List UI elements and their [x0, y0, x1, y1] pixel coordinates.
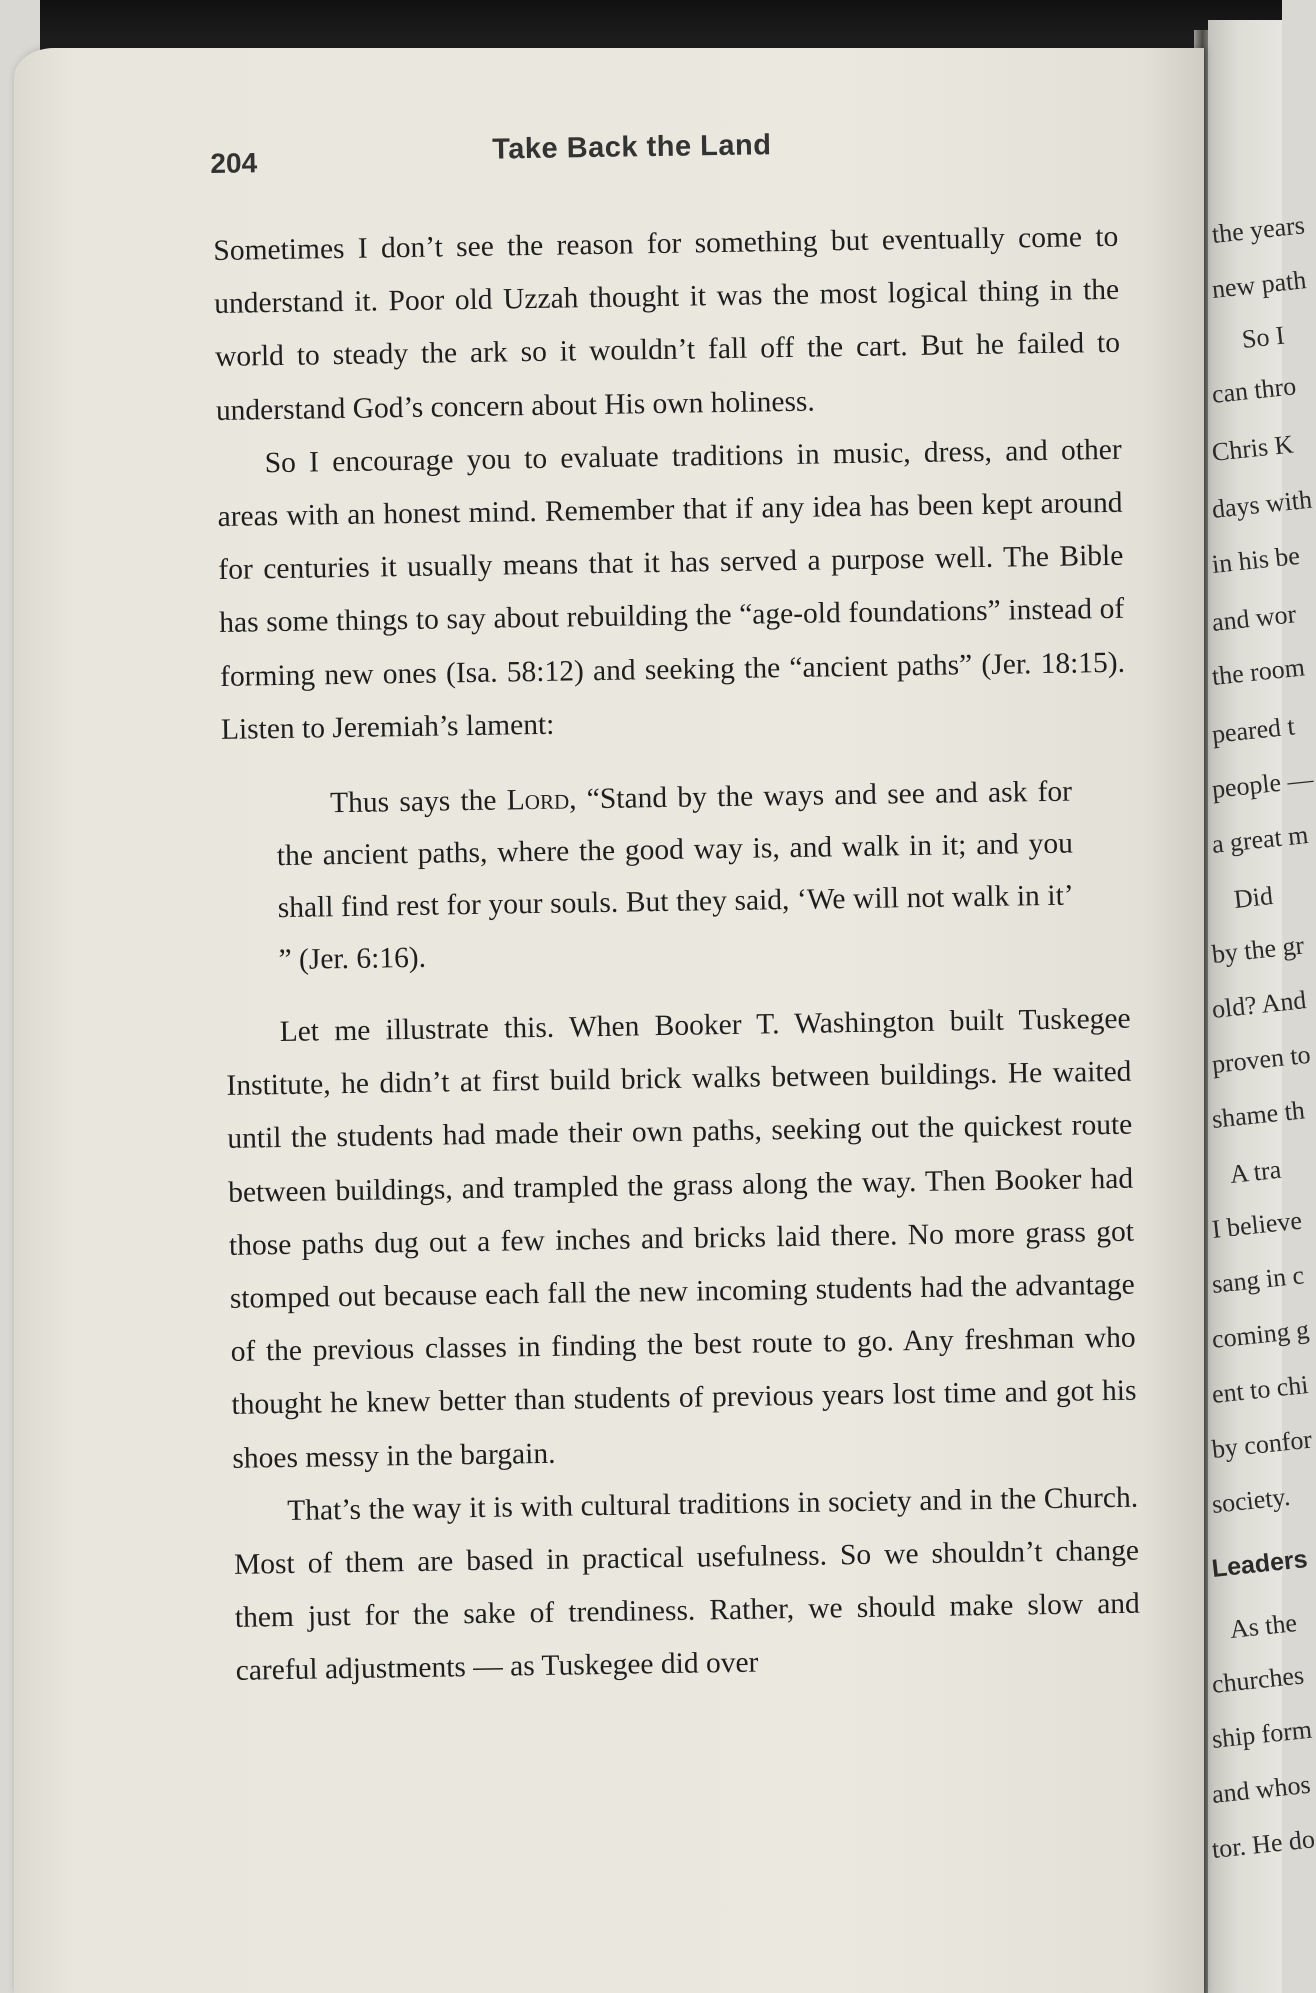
next-page-line: the room [1210, 652, 1307, 691]
body-text [213, 211, 1141, 1699]
next-page-line: a great m [1210, 819, 1310, 859]
next-page-line: I believe [1210, 1205, 1304, 1244]
next-page-line: can thro [1210, 371, 1298, 409]
quote-text: Thus says the [329, 784, 508, 820]
page-number: 204 [210, 147, 258, 179]
quote-text: , “Stand by the ways and see and ask for the ancient paths, where the good way is, and walk in it; and you shall find rest for your souls. But they said, ‘We will not walk in it’ ” (Jer. 6:16). [276, 775, 1074, 977]
next-page-line: the years [1210, 210, 1307, 249]
next-page-line: by the gr [1210, 930, 1306, 969]
quote-lord: Lord [506, 783, 570, 817]
next-page-edge [1208, 20, 1316, 1993]
next-page-line: shame th [1210, 1095, 1307, 1134]
paragraph: That’s the way it is with cultural traditions in society and in the Church. Most of them are based in practical usefulness. So we shouldn’t change them just for the sake of trendiness. Rather, we should make slow and careful adjustments — as Tuskegee did over [233, 1481, 1141, 1688]
next-page-line: people — [1210, 764, 1315, 804]
next-page-line: new path [1210, 265, 1308, 304]
next-page-line: days with [1210, 484, 1314, 524]
next-page-line: coming g [1210, 1314, 1311, 1354]
next-page-line: So I [1240, 320, 1286, 354]
next-page-line: Chris K [1210, 429, 1295, 467]
next-page-line: society. [1210, 1481, 1292, 1519]
next-page-line: ent to chi [1210, 1369, 1310, 1409]
next-page-line: by confor [1210, 1424, 1314, 1464]
paragraph: Sometimes I don’t see the reason for something but eventually come to understand it. Poor old Uzzah thought it was the most logical thing in the world to steady the ark so it wouldn’t fall off the cart. But he failed to understand God’s concern about His own holiness. [213, 220, 1121, 427]
next-page-line: peared t [1210, 711, 1297, 749]
next-page-line: A tra [1228, 1154, 1283, 1189]
next-page-line: Did [1232, 881, 1275, 914]
paragraph: So I encourage you to evaluate traditions in music, dress, and other areas with an honest mind. Remember that if any idea has been kept around for centuries it usually means that it has served a purpose well. The Bible has some things to say about rebuilding the “age-old foundations” instead of forming new ones (Isa. 58:12) and seeking the “ancient paths” (Jer. 18:15). Listen to Jeremiah’s lament: [217, 433, 1126, 746]
next-page-line: and wor [1210, 599, 1298, 637]
next-page-line: and whos [1210, 1769, 1312, 1809]
paragraph: Let me illustrate this. When Booker T. Washington built Tuskegee Institute, he didn’t at first build brick walks between buildings. He waited until the students had made their own paths, seeking out the quickest route between buildings, and trampled the grass along the way. Then Booker had those paths dug out a few inches and bricks laid there. No more grass got stomped out because each fall the new incoming students had the advantage of the previous classes in finding the best route to go. Any freshman who thought he knew better than students of previous years lost time and got his shoes messy in the bargain. [226, 1002, 1137, 1475]
next-page-line: proven to [1210, 1039, 1312, 1079]
next-page-line: churches [1210, 1660, 1306, 1699]
next-page-line: As the [1228, 1608, 1299, 1644]
next-page-line: ship form [1210, 1714, 1314, 1754]
next-page-line: old? And [1210, 985, 1308, 1024]
block-quote [276, 766, 1075, 986]
next-page-heading: Leaders [1210, 1545, 1309, 1583]
next-page-line: tor. He do [1210, 1824, 1316, 1864]
running-head: Take Back the Land [491, 129, 772, 166]
next-page-line: sang in c [1210, 1260, 1306, 1299]
next-page-line: in his be [1210, 540, 1302, 579]
